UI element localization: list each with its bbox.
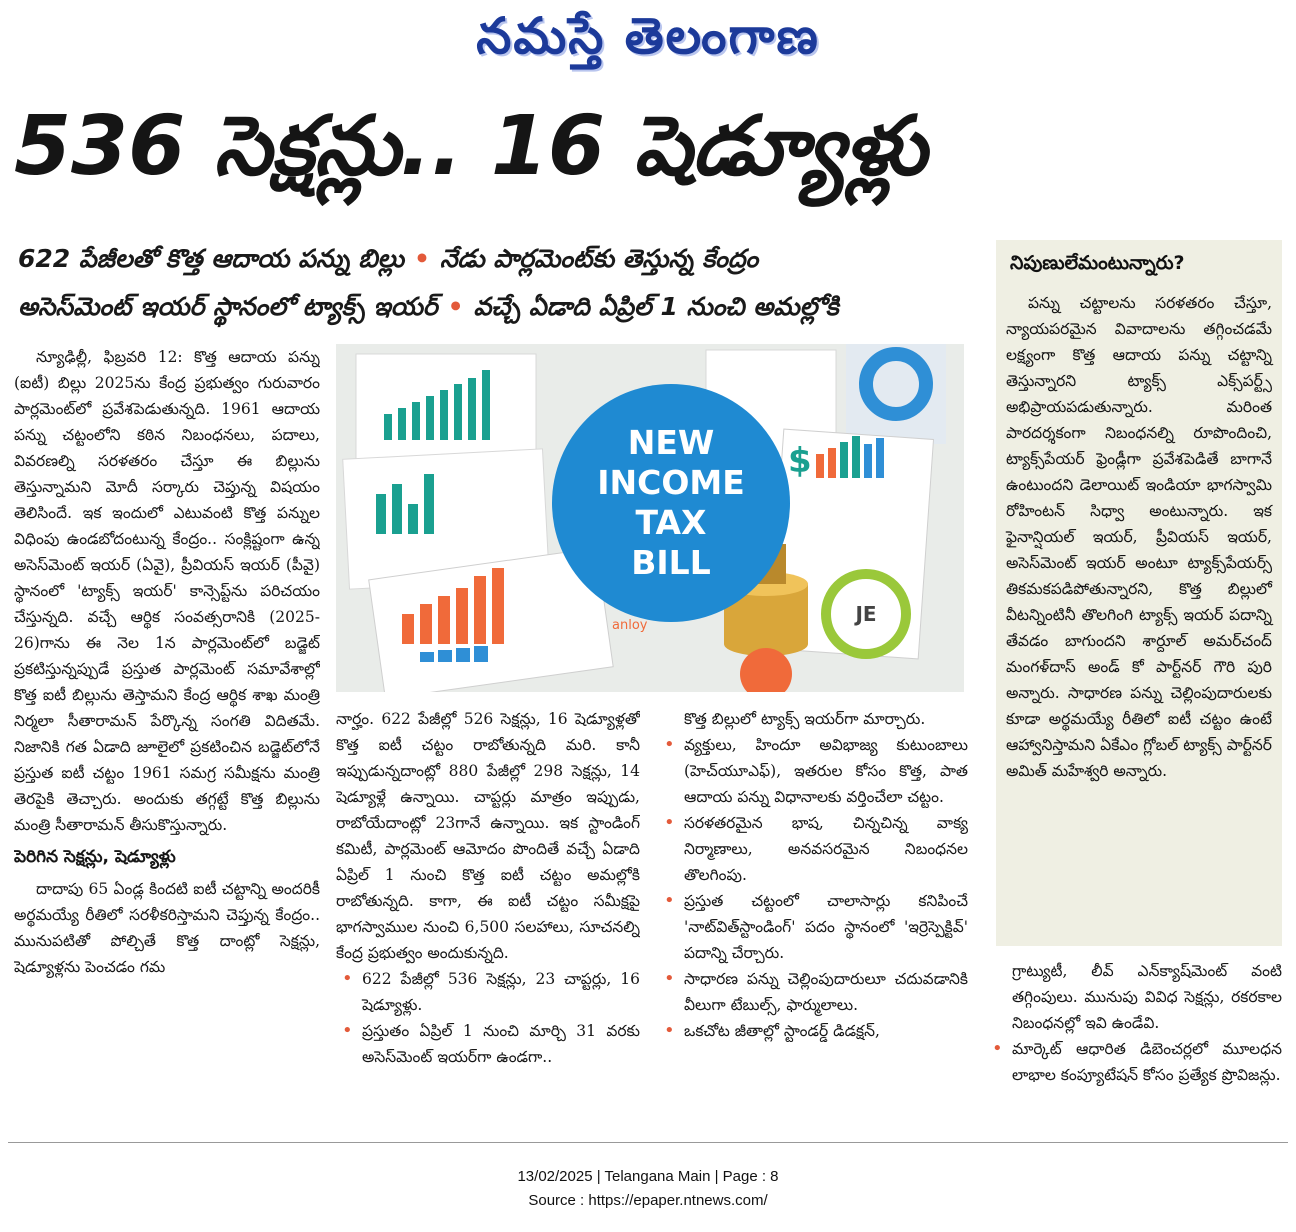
headline: 536 సెక్షన్లు.. 16 షెడ్యూళ్లు xyxy=(14,99,927,194)
article-paragraph: గ్రాట్యుటీ, లీవ్ ఎన్‌క్యాష్‌మెంట్ వంటి తగ్గింపులు. మునుపు వివిధ సెక్షన్లు, రకరకాల నిబంధనల్లో ఇవి ఉండేవి. xyxy=(1012,962,1282,1032)
article-column-1 xyxy=(14,344,320,1134)
list-item: • వ్యక్తులు, హిందూ అవిభాజ్య కుటుంబాలు (హెచ్‌యూఎఫ్), ఇతరుల కోసం కొత్త, పాత ఆదాయ పన్ను విధానాలకు వర్తించేలా చట్టం. xyxy=(658,732,968,810)
footer-divider xyxy=(8,1142,1288,1143)
subheadline-1a: 622 పేజీలతో కొత్త ఆదాయ పన్ను బిల్లు xyxy=(18,244,404,273)
subheadline-2 xyxy=(18,292,978,328)
article-paragraph: న్యూఢిల్లీ, ఫిబ్రవరి 12: కొత్త ఆదాయ పన్ను (ఐటీ) బిల్లు 2025ను కేంద్ర ప్రభుత్వం గురువారం పార్లమెంట్‌లో ప్రవేశపెడుతున్నది. 1961 ఆదాయ పన్ను చట్టంలోని కఠిన నిబంధనలు, పదాలు, వివరణల్ని సరళతరం చేస్తూ ఈ బిల్లును తెస్తున్నామని మోదీ సర్కారు చెప్తున్న విషయం తెలిసిందే. ఇక ఇందులో ఎటువంటి కొత్త పన్నుల విధింపు ఉండబోదంటున్న కేంద్రం.. సంక్లిష్టంగా ఉన్న అసెస్‌మెంట్ ఇయర్ (ఏవై), ప్రీవియస్ ఇయర్ (పీవై) స్థానంలో 'ట్యాక్స్ ఇయర్' కాన్సెప్ట్‌ను పరిచయం చేస్తున్నది. వచ్చే ఆర్థిక సంవత్సరానికి (2025-26)గాను ఈ నెల 1న పార్లమెంట్‌లో బడ్జెట్ ప్రకటిస్తున్నప్పుడే ప్రస్తుత పార్లమెంట్ సమావేశాల్లో కొత్త ఐటీ బిల్లును తెస్తామని కేంద్ర ఆర్థిక శాఖ మంత్రి నిర్మలా సీతారామన్ పేర్కొన్న సంగతి విదితమే. నిజానికి గత ఏడాది జూలైలో ప్రకటించిన బడ్జెట్‌లోనే ప్రస్తుత ఐటీ చట్టం 1961 సమగ్ర సమీక్షను మంత్రి తెరపైకి తెచ్చారు. అందుకు తగ్గట్టే కొత్త బిల్లును మంత్రి సీతారామన్ తీసుకొస్తున్నారు. xyxy=(14,348,320,834)
coin-badge-label: JE xyxy=(855,602,877,626)
footer-date-line: 13/02/2025 | Telangana Main | Page : 8 xyxy=(517,1168,779,1185)
article-paragraph: కొత్త బిల్లులో ట్యాక్స్ ఇయర్‌గా మార్చారు. xyxy=(684,710,926,728)
sidebar-title: నిపుణులేమంటున్నారు? xyxy=(1010,252,1185,274)
list-item: • సరళతరమైన భాష, చిన్నచిన్న వాక్య నిర్మాణాలు, అనవసరమైన నిబంధనల తొలగింపు. xyxy=(658,810,968,888)
experts-sidebar xyxy=(996,240,1282,946)
badge-line-4: BILL xyxy=(631,543,711,582)
list-item: • 622 పేజీల్లో 536 సెక్షన్లు, 23 చాప్టర్లు, 16 షెడ్యూళ్లు. xyxy=(336,966,640,1018)
hero-illustration xyxy=(336,344,964,692)
list-item: • మార్కెట్ ఆధారిత డిబెంచర్లలో మూలధన లాభాల కంప్యూటేషన్ కోసం ప్రత్యేక ప్రొవిజన్లు. xyxy=(986,1036,1282,1088)
bullet-list xyxy=(986,1036,1282,1088)
sidebar-paragraph: పన్ను చట్టాలను సరళతరం చేస్తూ, న్యాయపరమైన వివాదాలను తగ్గించడమే లక్ష్యంగా కొత్త ఆదాయ పన్ను చట్టాన్ని తెస్తున్నారని ట్యాక్స్ ఎక్స్‌పర్ట్స్ అభిప్రాయపడుతున్నారు. మరింత పారదర్శకంగా నిబంధనల్ని రూపొందించి, ట్యాక్స్‌పేయర్ ఫ్రెండ్లీగా ప్రవేశపెడితే బాగానే ఉంటుందని డెలాయిట్ ఇండియా భాగస్వామి రోహింటన్ సిధ్వా అంటున్నారు. ఇక ఫైనాన్షియల్ ఇయర్, ప్రీవియస్ ఇయర్, అసెస్‌మెంట్ ఇయర్ అంటూ ట్యాక్స్‌పేయర్స్ తికమకపడిపోతున్నారని, కొత్త బిల్లులో వీటన్నింటినీ తొలగింగి ట్యాక్స్ ఇయర్ పదాన్ని తేవడం బాగుందని శార్దూల్ అమర్‌చంద్ మంగళ్‌దాస్ అండ్ కో పార్ట్‌నర్ గౌరి పురి అన్నారు. సాధారణ పన్ను చెల్లింపుదారులకు కూడా అర్థమయ్యే రీతిలో ఐటీ చట్టం ఉంటే ఆహ్వానిస్తామని ఏకేఎం గ్లోబల్ ట్యాక్స్ పార్ట్‌నర్ అమిత్ మహేశ్వరి అన్నారు. xyxy=(1006,294,1272,780)
subheadline-1 xyxy=(18,244,978,280)
list-item: • ఒకచోట జీతాల్లో స్టాండర్డ్ డిడక్షన్, xyxy=(658,1018,968,1044)
list-item: • సాధారణ పన్ను చెల్లింపుదారులూ చదువడానికి వీలుగా టేబుల్స్, ఫార్ములాలు. xyxy=(658,966,968,1018)
section-subhead: పెరిగిన సెక్షన్లు, షెడ్యూళ్లు xyxy=(14,847,176,867)
newspaper-logo: నమస్తే తెలంగాణ xyxy=(476,6,820,65)
document-brand-label: anloy xyxy=(612,618,648,633)
subheadline-1b: నేడు పార్లమెంట్‌కు తెస్తున్న కేంద్రం xyxy=(439,244,759,273)
list-item: • ప్రస్తుతం ఏప్రిల్ 1 నుంచి మార్చి 31 వరకు అసెస్‌మెంట్ ఇయర్‌గా ఉండగా.. xyxy=(336,1018,640,1070)
svg-text:$: $ xyxy=(788,441,812,481)
bullet-list xyxy=(336,966,640,1070)
badge-line-1: NEW xyxy=(627,423,715,462)
masthead xyxy=(0,6,1296,76)
badge-line-2: INCOME xyxy=(597,463,745,502)
article-column-4 xyxy=(986,958,1282,1134)
list-item: • ప్రస్తుత చట్టంలో చాలాసార్లు కనిపించే 'నాట్‌విత్‌స్టాండింగ్' పదం స్థానంలో 'ఇర్రెస్పెక్టివ్' పదాన్ని చేర్చారు. xyxy=(658,888,968,966)
footer-source-line: Source : https://epaper.ntnews.com/ xyxy=(528,1192,768,1209)
bullet-icon: • xyxy=(447,292,464,321)
sidebar-text-block xyxy=(1006,290,1272,784)
subheadline-2b: వచ్చే ఏడాది ఏప్రిల్ 1 నుంచి అమల్లోకి xyxy=(473,292,839,321)
article-column-3 xyxy=(658,706,968,1134)
bullet-list xyxy=(658,732,968,1044)
article-paragraph: దాదాపు 65 ఏండ్ల కిందటి ఐటీ చట్టాన్ని అందరికీ అర్థమయ్యే రీతిలో సరళీకరిస్తామని చెప్తున్న కేంద్రం.. మునుపటితో పోల్చితే కొత్త దాంట్లో సెక్షన్లు, షెడ్యూళ్లను పెంచడం గమ xyxy=(14,880,320,976)
bullet-icon: • xyxy=(413,244,430,273)
badge-line-3: TAX xyxy=(635,503,707,542)
new-income-tax-bill-badge xyxy=(552,384,790,622)
subheadline-2a: అసెస్‌మెంట్ ఇయర్ స్థానంలో ట్యాక్స్ ఇయర్ xyxy=(18,292,438,321)
article-column-2 xyxy=(336,706,640,1134)
article-paragraph: నార్హం. 622 పేజీల్లో 526 సెక్షన్లు, 16 షెడ్యూళ్లతో కొత్త ఐటీ చట్టం రాబోతున్నది మరి. కానీ ఇప్పుడున్నదాంట్లో 880 పేజీల్లో 298 సెక్షన్లు, 14 షెడ్యూళ్లే ఉన్నాయి. చాప్టర్లు మాత్రం ఇప్పుడు, రాబోయేదాంట్లో 23గానే ఉన్నాయి. ఇక స్టాండింగ్ కమిటీ, పార్లమెంట్ ఆమోదం పొందితే వచ్చే ఏడాది ఏప్రిల్ 1 నుంచి కొత్త ఐటీ చట్టం అమల్లోకి రాబోతున్నది. కాగా, ఈ ఐటీ చట్టం సమీక్షపై భాగస్వాముల నుంచి 6,500 సలహాలు, సూచనల్ని కేంద్ర ప్రభుత్వం అందుకున్నది. xyxy=(336,710,640,962)
